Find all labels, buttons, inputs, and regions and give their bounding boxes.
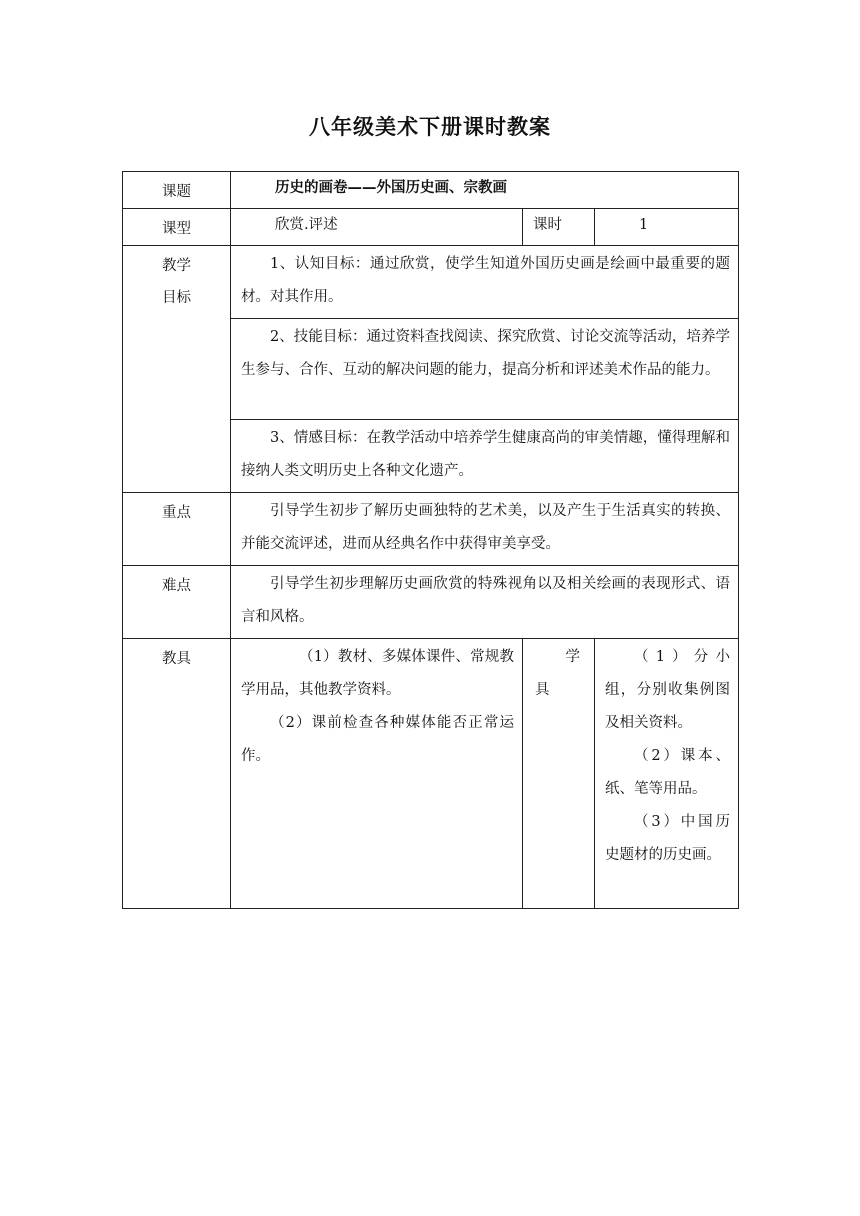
page-title: 八年级美术下册课时教案 bbox=[309, 115, 551, 139]
goal-emotion: 3、情感目标：在教学活动中培养学生健康高尚的审美情趣，懂得理解和接纳人类文明历史上各种文化遗产。 bbox=[231, 420, 739, 493]
student-tools bbox=[595, 639, 739, 909]
tools-row bbox=[123, 639, 739, 909]
student-tool-item: （2）课本、纸、笔等用品。 bbox=[605, 748, 731, 797]
student-tools-label-line1: 学 bbox=[565, 649, 580, 665]
lesson-plan-table bbox=[122, 171, 739, 909]
goals-label-line2: 目标 bbox=[162, 290, 191, 306]
goals-label-line1: 教学 bbox=[162, 258, 191, 274]
difficulties-value: 引导学生初步理解历史画欣赏的特殊视角以及相关绘画的表现形式、语言和风格。 bbox=[231, 566, 739, 639]
student-tool-item: （1）分小组，分别收集例图及相关资料。 bbox=[605, 649, 731, 731]
type-label: 课型 bbox=[123, 209, 231, 246]
teacher-tools bbox=[231, 639, 523, 909]
teacher-tool-item: （2）课前检查各种媒体能否正常运作。 bbox=[241, 715, 514, 764]
student-tools-label-line2: 具 bbox=[535, 682, 550, 698]
goals-label bbox=[123, 246, 231, 493]
goals-row-1 bbox=[123, 246, 739, 319]
type-row bbox=[123, 209, 739, 246]
difficulties-row bbox=[123, 566, 739, 639]
student-tool-item: （3）中国历史题材的历史画。 bbox=[605, 814, 731, 863]
teacher-tool-item: （1）教材、多媒体课件、常规教学用品，其他教学资料。 bbox=[241, 649, 514, 698]
goal-skill: 2、技能目标：通过资料查找阅读、探究欣赏、讨论交流等活动，培养学生参与、合作、互动的解决问题的能力，提高分析和评述美术作品的能力。 bbox=[231, 319, 739, 420]
key-points-label: 重点 bbox=[123, 493, 231, 566]
key-points-row bbox=[123, 493, 739, 566]
student-tools-label bbox=[523, 639, 595, 909]
difficulties-label: 难点 bbox=[123, 566, 231, 639]
type-value: 欣赏.评述 bbox=[231, 209, 523, 246]
key-points-value: 引导学生初步了解历史画独特的艺术美，以及产生于生活真实的转换、并能交流评述，进而从经典名作中获得审美享受。 bbox=[231, 493, 739, 566]
topic-value: 历史的画卷——外国历史画、宗教画 bbox=[231, 172, 739, 209]
period-value: 1 bbox=[595, 209, 739, 246]
topic-label: 课题 bbox=[123, 172, 231, 209]
period-label: 课时 bbox=[523, 209, 595, 246]
goal-cognitive: 1、认知目标：通过欣赏，使学生知道外国历史画是绘画中最重要的题材。对其作用。 bbox=[231, 246, 739, 319]
topic-row bbox=[123, 172, 739, 209]
tools-label: 教具 bbox=[123, 639, 231, 909]
